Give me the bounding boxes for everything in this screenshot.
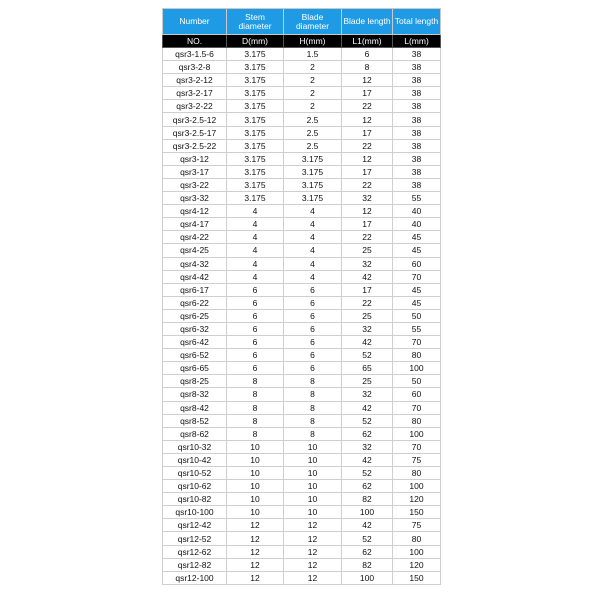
cell-number: qsr4-17 bbox=[163, 218, 227, 231]
cell-blade-length: 17 bbox=[342, 126, 393, 139]
cell-blade-length: 32 bbox=[342, 257, 393, 270]
cell-blade-length: 65 bbox=[342, 362, 393, 375]
table-row bbox=[163, 493, 441, 506]
cell-blade-diameter: 3.175 bbox=[284, 178, 342, 191]
cell-number: qsr10-100 bbox=[163, 506, 227, 519]
cell-blade-length: 25 bbox=[342, 375, 393, 388]
table-body bbox=[163, 48, 441, 585]
cell-total-length: 45 bbox=[393, 283, 441, 296]
cell-blade-length: 82 bbox=[342, 558, 393, 571]
cell-number: qsr8-52 bbox=[163, 414, 227, 427]
cell-blade-length: 25 bbox=[342, 309, 393, 322]
cell-number: qsr3-1.5-6 bbox=[163, 48, 227, 61]
cell-total-length: 38 bbox=[393, 178, 441, 191]
cell-blade-diameter: 10 bbox=[284, 506, 342, 519]
cell-stem-diameter: 8 bbox=[227, 375, 284, 388]
table-row bbox=[163, 388, 441, 401]
cell-blade-length: 42 bbox=[342, 453, 393, 466]
table-row bbox=[163, 349, 441, 362]
cell-blade-diameter: 12 bbox=[284, 545, 342, 558]
cell-stem-diameter: 4 bbox=[227, 218, 284, 231]
cell-stem-diameter: 3.175 bbox=[227, 74, 284, 87]
cell-blade-diameter: 6 bbox=[284, 309, 342, 322]
table-row bbox=[163, 414, 441, 427]
cell-blade-length: 52 bbox=[342, 532, 393, 545]
cell-stem-diameter: 8 bbox=[227, 388, 284, 401]
cell-number: qsr10-42 bbox=[163, 453, 227, 466]
cell-stem-diameter: 8 bbox=[227, 401, 284, 414]
cell-stem-diameter: 12 bbox=[227, 545, 284, 558]
cell-total-length: 150 bbox=[393, 506, 441, 519]
cell-number: qsr3-2-12 bbox=[163, 74, 227, 87]
table-row bbox=[163, 270, 441, 283]
cell-number: qsr6-65 bbox=[163, 362, 227, 375]
cell-total-length: 80 bbox=[393, 532, 441, 545]
cell-blade-diameter: 6 bbox=[284, 283, 342, 296]
cell-blade-length: 22 bbox=[342, 231, 393, 244]
cell-blade-diameter: 6 bbox=[284, 362, 342, 375]
table-row bbox=[163, 257, 441, 270]
cell-blade-diameter: 2.5 bbox=[284, 113, 342, 126]
cell-blade-diameter: 8 bbox=[284, 414, 342, 427]
cell-blade-length: 12 bbox=[342, 74, 393, 87]
cell-total-length: 100 bbox=[393, 545, 441, 558]
header-total-length: Total length bbox=[393, 9, 441, 35]
cell-stem-diameter: 6 bbox=[227, 309, 284, 322]
table-row bbox=[163, 453, 441, 466]
cell-blade-diameter: 6 bbox=[284, 322, 342, 335]
cell-total-length: 80 bbox=[393, 467, 441, 480]
cell-number: qsr3-2.5-17 bbox=[163, 126, 227, 139]
cell-number: qsr4-42 bbox=[163, 270, 227, 283]
cell-blade-length: 32 bbox=[342, 388, 393, 401]
cell-stem-diameter: 6 bbox=[227, 336, 284, 349]
table-row bbox=[163, 427, 441, 440]
table-row bbox=[163, 480, 441, 493]
table-row bbox=[163, 506, 441, 519]
cell-number: qsr3-12 bbox=[163, 152, 227, 165]
cell-blade-length: 52 bbox=[342, 414, 393, 427]
cell-blade-length: 100 bbox=[342, 571, 393, 584]
cell-total-length: 38 bbox=[393, 152, 441, 165]
cell-stem-diameter: 3.175 bbox=[227, 139, 284, 152]
table-row bbox=[163, 113, 441, 126]
cell-blade-diameter: 4 bbox=[284, 231, 342, 244]
table-row bbox=[163, 283, 441, 296]
cell-total-length: 70 bbox=[393, 336, 441, 349]
cell-blade-length: 8 bbox=[342, 61, 393, 74]
table-row bbox=[163, 100, 441, 113]
cell-blade-diameter: 3.175 bbox=[284, 192, 342, 205]
cell-total-length: 60 bbox=[393, 257, 441, 270]
cell-stem-diameter: 3.175 bbox=[227, 165, 284, 178]
cell-stem-diameter: 6 bbox=[227, 322, 284, 335]
cell-blade-diameter: 10 bbox=[284, 440, 342, 453]
cell-blade-diameter: 6 bbox=[284, 336, 342, 349]
spec-table-container bbox=[162, 8, 440, 585]
cell-number: qsr3-2-8 bbox=[163, 61, 227, 74]
cell-blade-length: 17 bbox=[342, 165, 393, 178]
cell-number: qsr3-2.5-12 bbox=[163, 113, 227, 126]
cell-number: qsr6-42 bbox=[163, 336, 227, 349]
cell-total-length: 38 bbox=[393, 61, 441, 74]
cell-blade-length: 6 bbox=[342, 48, 393, 61]
cell-number: qsr12-42 bbox=[163, 519, 227, 532]
cell-blade-diameter: 3.175 bbox=[284, 152, 342, 165]
table-row bbox=[163, 401, 441, 414]
table-row bbox=[163, 244, 441, 257]
unit-number: NO. bbox=[163, 35, 227, 48]
cell-blade-diameter: 10 bbox=[284, 467, 342, 480]
cell-blade-diameter: 4 bbox=[284, 270, 342, 283]
cell-stem-diameter: 12 bbox=[227, 558, 284, 571]
cell-total-length: 38 bbox=[393, 113, 441, 126]
table-row bbox=[163, 309, 441, 322]
cell-total-length: 150 bbox=[393, 571, 441, 584]
cell-total-length: 100 bbox=[393, 427, 441, 440]
cell-stem-diameter: 3.175 bbox=[227, 178, 284, 191]
cell-stem-diameter: 3.175 bbox=[227, 126, 284, 139]
cell-stem-diameter: 10 bbox=[227, 493, 284, 506]
cell-blade-diameter: 8 bbox=[284, 427, 342, 440]
cell-number: qsr8-32 bbox=[163, 388, 227, 401]
cell-number: qsr12-62 bbox=[163, 545, 227, 558]
table-row bbox=[163, 192, 441, 205]
cell-total-length: 100 bbox=[393, 362, 441, 375]
unit-total-length: L(mm) bbox=[393, 35, 441, 48]
table-row bbox=[163, 178, 441, 191]
cell-total-length: 38 bbox=[393, 74, 441, 87]
table-row bbox=[163, 336, 441, 349]
cell-total-length: 45 bbox=[393, 296, 441, 309]
cell-stem-diameter: 10 bbox=[227, 506, 284, 519]
unit-stem-diameter: D(mm) bbox=[227, 35, 284, 48]
cell-blade-length: 12 bbox=[342, 205, 393, 218]
cell-number: qsr3-2-22 bbox=[163, 100, 227, 113]
cell-stem-diameter: 6 bbox=[227, 296, 284, 309]
cell-blade-length: 22 bbox=[342, 178, 393, 191]
cell-blade-diameter: 6 bbox=[284, 296, 342, 309]
cell-stem-diameter: 10 bbox=[227, 467, 284, 480]
units-row bbox=[163, 35, 441, 48]
cell-number: qsr4-32 bbox=[163, 257, 227, 270]
cell-stem-diameter: 4 bbox=[227, 244, 284, 257]
cell-blade-length: 42 bbox=[342, 519, 393, 532]
cell-blade-length: 42 bbox=[342, 270, 393, 283]
cell-number: qsr8-25 bbox=[163, 375, 227, 388]
cell-number: qsr6-52 bbox=[163, 349, 227, 362]
cell-stem-diameter: 3.175 bbox=[227, 61, 284, 74]
cell-total-length: 55 bbox=[393, 322, 441, 335]
cell-blade-diameter: 1.5 bbox=[284, 48, 342, 61]
cell-blade-diameter: 2.5 bbox=[284, 139, 342, 152]
cell-blade-diameter: 10 bbox=[284, 480, 342, 493]
table-row bbox=[163, 152, 441, 165]
table-row bbox=[163, 558, 441, 571]
cell-total-length: 75 bbox=[393, 519, 441, 532]
cell-stem-diameter: 3.175 bbox=[227, 192, 284, 205]
cell-blade-length: 17 bbox=[342, 218, 393, 231]
cell-number: qsr3-2-17 bbox=[163, 87, 227, 100]
cell-number: qsr10-52 bbox=[163, 467, 227, 480]
cell-total-length: 50 bbox=[393, 309, 441, 322]
cell-number: qsr3-32 bbox=[163, 192, 227, 205]
cell-blade-diameter: 6 bbox=[284, 349, 342, 362]
cell-blade-diameter: 2 bbox=[284, 87, 342, 100]
cell-total-length: 75 bbox=[393, 453, 441, 466]
cell-blade-length: 52 bbox=[342, 467, 393, 480]
cell-stem-diameter: 6 bbox=[227, 283, 284, 296]
cell-total-length: 40 bbox=[393, 218, 441, 231]
cell-total-length: 60 bbox=[393, 388, 441, 401]
cell-stem-diameter: 3.175 bbox=[227, 87, 284, 100]
cell-total-length: 40 bbox=[393, 205, 441, 218]
cell-stem-diameter: 4 bbox=[227, 270, 284, 283]
cell-number: qsr6-32 bbox=[163, 322, 227, 335]
cell-number: qsr10-62 bbox=[163, 480, 227, 493]
cell-number: qsr3-17 bbox=[163, 165, 227, 178]
cell-stem-diameter: 3.175 bbox=[227, 48, 284, 61]
cell-stem-diameter: 4 bbox=[227, 205, 284, 218]
table-row bbox=[163, 571, 441, 584]
cell-blade-length: 12 bbox=[342, 152, 393, 165]
cell-number: qsr4-22 bbox=[163, 231, 227, 244]
table-row bbox=[163, 139, 441, 152]
cell-blade-diameter: 2 bbox=[284, 74, 342, 87]
table-row bbox=[163, 61, 441, 74]
cell-stem-diameter: 6 bbox=[227, 349, 284, 362]
table-row bbox=[163, 296, 441, 309]
cell-stem-diameter: 3.175 bbox=[227, 100, 284, 113]
cell-blade-length: 62 bbox=[342, 427, 393, 440]
cell-number: qsr3-2.5-22 bbox=[163, 139, 227, 152]
unit-blade-diameter: H(mm) bbox=[284, 35, 342, 48]
cell-blade-diameter: 12 bbox=[284, 571, 342, 584]
cell-blade-length: 25 bbox=[342, 244, 393, 257]
cell-number: qsr10-32 bbox=[163, 440, 227, 453]
cell-total-length: 38 bbox=[393, 87, 441, 100]
cell-number: qsr12-52 bbox=[163, 532, 227, 545]
table-row bbox=[163, 467, 441, 480]
cell-blade-length: 42 bbox=[342, 401, 393, 414]
cell-number: qsr6-25 bbox=[163, 309, 227, 322]
cell-blade-diameter: 2 bbox=[284, 100, 342, 113]
cell-stem-diameter: 12 bbox=[227, 519, 284, 532]
table-row bbox=[163, 322, 441, 335]
cell-blade-diameter: 2.5 bbox=[284, 126, 342, 139]
cell-number: qsr6-22 bbox=[163, 296, 227, 309]
cell-total-length: 38 bbox=[393, 165, 441, 178]
table-row bbox=[163, 87, 441, 100]
cell-blade-length: 32 bbox=[342, 322, 393, 335]
cell-total-length: 45 bbox=[393, 231, 441, 244]
header-blade-diameter: Blade diameter bbox=[284, 9, 342, 35]
cell-total-length: 80 bbox=[393, 414, 441, 427]
cell-total-length: 100 bbox=[393, 480, 441, 493]
cell-blade-length: 22 bbox=[342, 100, 393, 113]
cell-blade-diameter: 4 bbox=[284, 244, 342, 257]
cell-stem-diameter: 3.175 bbox=[227, 152, 284, 165]
cell-blade-length: 22 bbox=[342, 296, 393, 309]
cell-blade-length: 12 bbox=[342, 113, 393, 126]
cell-total-length: 70 bbox=[393, 440, 441, 453]
cell-stem-diameter: 8 bbox=[227, 427, 284, 440]
cell-total-length: 120 bbox=[393, 558, 441, 571]
cell-stem-diameter: 4 bbox=[227, 257, 284, 270]
cell-blade-diameter: 4 bbox=[284, 218, 342, 231]
header-blade-length: Blade length bbox=[342, 9, 393, 35]
cell-blade-length: 62 bbox=[342, 545, 393, 558]
cell-stem-diameter: 12 bbox=[227, 532, 284, 545]
table-row bbox=[163, 218, 441, 231]
table-row bbox=[163, 126, 441, 139]
cell-blade-diameter: 2 bbox=[284, 61, 342, 74]
table-row bbox=[163, 165, 441, 178]
spec-table bbox=[162, 8, 441, 585]
cell-blade-length: 82 bbox=[342, 493, 393, 506]
table-row bbox=[163, 440, 441, 453]
cell-number: qsr8-62 bbox=[163, 427, 227, 440]
cell-stem-diameter: 4 bbox=[227, 231, 284, 244]
cell-blade-length: 17 bbox=[342, 283, 393, 296]
table-header bbox=[163, 9, 441, 48]
cell-blade-diameter: 8 bbox=[284, 401, 342, 414]
cell-number: qsr8-42 bbox=[163, 401, 227, 414]
table-row bbox=[163, 545, 441, 558]
cell-number: qsr12-82 bbox=[163, 558, 227, 571]
cell-total-length: 38 bbox=[393, 126, 441, 139]
table-row bbox=[163, 532, 441, 545]
cell-total-length: 38 bbox=[393, 100, 441, 113]
cell-stem-diameter: 3.175 bbox=[227, 113, 284, 126]
cell-blade-diameter: 12 bbox=[284, 532, 342, 545]
cell-blade-diameter: 8 bbox=[284, 375, 342, 388]
cell-number: qsr4-25 bbox=[163, 244, 227, 257]
cell-blade-length: 22 bbox=[342, 139, 393, 152]
cell-blade-diameter: 4 bbox=[284, 205, 342, 218]
cell-stem-diameter: 10 bbox=[227, 480, 284, 493]
cell-total-length: 80 bbox=[393, 349, 441, 362]
cell-blade-length: 17 bbox=[342, 87, 393, 100]
cell-blade-length: 62 bbox=[342, 480, 393, 493]
cell-blade-diameter: 10 bbox=[284, 453, 342, 466]
cell-stem-diameter: 6 bbox=[227, 362, 284, 375]
cell-number: qsr4-12 bbox=[163, 205, 227, 218]
cell-blade-length: 32 bbox=[342, 440, 393, 453]
table-row bbox=[163, 375, 441, 388]
cell-blade-diameter: 10 bbox=[284, 493, 342, 506]
table-row bbox=[163, 74, 441, 87]
cell-total-length: 50 bbox=[393, 375, 441, 388]
cell-stem-diameter: 10 bbox=[227, 453, 284, 466]
cell-total-length: 55 bbox=[393, 192, 441, 205]
cell-blade-diameter: 12 bbox=[284, 519, 342, 532]
table-row bbox=[163, 519, 441, 532]
cell-blade-length: 32 bbox=[342, 192, 393, 205]
cell-number: qsr12-100 bbox=[163, 571, 227, 584]
cell-blade-diameter: 4 bbox=[284, 257, 342, 270]
cell-blade-length: 100 bbox=[342, 506, 393, 519]
table-row bbox=[163, 48, 441, 61]
cell-number: qsr10-82 bbox=[163, 493, 227, 506]
cell-blade-diameter: 8 bbox=[284, 388, 342, 401]
cell-total-length: 38 bbox=[393, 139, 441, 152]
cell-stem-diameter: 12 bbox=[227, 571, 284, 584]
header-number: Number bbox=[163, 9, 227, 35]
cell-blade-diameter: 3.175 bbox=[284, 165, 342, 178]
cell-blade-length: 42 bbox=[342, 336, 393, 349]
cell-blade-diameter: 12 bbox=[284, 558, 342, 571]
cell-total-length: 120 bbox=[393, 493, 441, 506]
table-row bbox=[163, 205, 441, 218]
cell-stem-diameter: 8 bbox=[227, 414, 284, 427]
cell-total-length: 38 bbox=[393, 48, 441, 61]
cell-total-length: 70 bbox=[393, 270, 441, 283]
cell-stem-diameter: 10 bbox=[227, 440, 284, 453]
header-stem-diameter: Stem diameter bbox=[227, 9, 284, 35]
header-row bbox=[163, 9, 441, 35]
cell-total-length: 45 bbox=[393, 244, 441, 257]
cell-number: qsr3-22 bbox=[163, 178, 227, 191]
cell-total-length: 70 bbox=[393, 401, 441, 414]
table-row bbox=[163, 231, 441, 244]
cell-number: qsr6-17 bbox=[163, 283, 227, 296]
table-row bbox=[163, 362, 441, 375]
cell-blade-length: 52 bbox=[342, 349, 393, 362]
unit-blade-length: L1(mm) bbox=[342, 35, 393, 48]
